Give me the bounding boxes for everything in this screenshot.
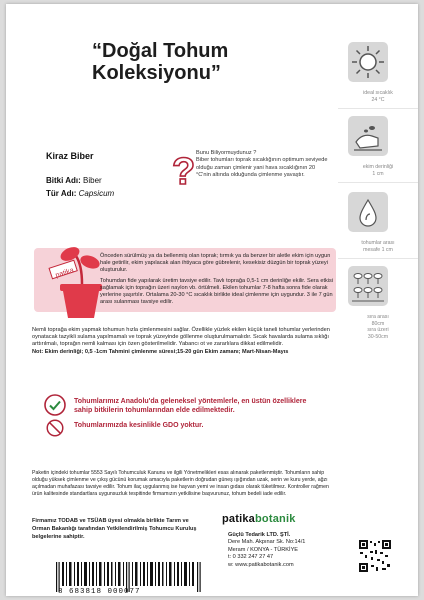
bitki-label: Bitki Adı: [46, 176, 81, 185]
spacing-label [338, 240, 418, 253]
company-name: Güçlü Tedarik LTD. ŞTİ. [228, 532, 291, 538]
seed-packet-back [6, 4, 418, 596]
planting-paragraph: Nemli toprağa ekim yapmak tohumun hızla çimlenmesini sağlar. Özellikle yüzlek ekilen küçük taneli tohumlar yerlerinden oynatacak tazyikli sulama yapılmamalı ve toprak yüzeyinde göllenme oluşturulmamalıdır. Sıcak havalarda sulama sıklığı arttırılmalı, toprağın nemli kalması için özen gösterilmelidir. Yabancı ot ve zararlılara dikkat edilmelidir. [32, 327, 330, 348]
temperature-label [338, 90, 418, 103]
planting-instructions [32, 327, 336, 356]
seed-drop-icon [348, 192, 388, 232]
spacing-label-1: tohumlar arası [361, 240, 395, 246]
collection-title [92, 40, 292, 84]
did-you-know-text: Biber tohumları toprak sıcaklığının optimum seviyede olduğu zaman çimlenir yani hava sıcaklığının 20 °C'nin altında olduğunda çimlenme yavaştır. [196, 157, 328, 179]
company-info [228, 532, 338, 569]
sowing-instructions [100, 253, 336, 306]
row-spacing-label-1: sıra arası [367, 314, 389, 320]
company-web: w: www.patikabotanik.com [228, 561, 294, 568]
spacing-label-2: mesafe 1 cm [363, 246, 393, 253]
barcode-number: 8 683818 000077 [58, 588, 141, 596]
did-you-know-heading: Bunu Biliyormuydunuz ? [196, 150, 257, 156]
row-spacing-icon [348, 266, 388, 306]
bitki-value: Biber [83, 176, 102, 185]
temperature-label-2: 24 °C [371, 96, 385, 103]
depth-label-2: 1 cm [372, 170, 384, 177]
company-address-2: Meram / KONYA - TÜRKİYE [228, 546, 299, 553]
tur-value: Capsicum [78, 189, 115, 198]
brand-part-2: botanik [255, 513, 296, 525]
plant-name: Kiraz Biber [46, 151, 94, 161]
side-divider [338, 108, 418, 109]
gdo-badge-row [44, 422, 330, 438]
brand-part-1: patika [222, 513, 255, 525]
side-divider [338, 182, 418, 183]
no-gmo-icon [46, 419, 64, 437]
planting-note: Not: Ekim derinliği; 0,5 -1cm Tahmini çimlenme süresi;15-20 gün Ekim zamanı; Mart-Nisan-Mayıs [32, 348, 289, 355]
side-divider [338, 258, 418, 259]
plant-info [46, 174, 114, 200]
temperature-label-1: ideal sıcaklık [363, 90, 393, 96]
row-spacing-label-4: 30-50cm [367, 333, 389, 340]
row-spacing-label-3: sıra üzeri [367, 327, 389, 333]
depth-label-1: ekim derinliği [362, 164, 394, 170]
side-info-panel [338, 4, 418, 596]
did-you-know-box [196, 150, 328, 180]
check-circle-icon [44, 394, 66, 416]
svg-text:?: ? [172, 151, 196, 190]
sowing-paragraph-2: Tohumdan fide yapılarak üretim tavsiye edilir. Tavlı toprağa 0,5-1 cm derinliğe ekilir. Sera etkisi sağlamak için toprağın üzeri naylon vb. örtülmeli. Ekilen tohumlar 7-8 hafta sonra fide olarak yerlerine şaşırtılır. Ortalama 20-30 °C sıcaklık birlikte ideal çimlenme için uygundur. 3 ile 7 gün arası sulanması tavsiye edilir. [100, 277, 334, 306]
packet-main-area [6, 4, 334, 596]
company-phone: t: 0 332 247 27 47 [228, 554, 274, 561]
depth-label [338, 164, 418, 177]
tur-label: Tür Adı: [46, 189, 77, 198]
gdo-badge-text: Tohumlarımızda kesinlikle GDO yoktur. [74, 422, 204, 429]
row-spacing-label [338, 314, 418, 340]
title-line-1: “Doğal Tohum [92, 40, 229, 62]
company-address-1: Dere Mah. Akpınar Sk. No:14/1 [228, 539, 306, 546]
title-line-2: Koleksiyonu” [92, 62, 221, 84]
brand-logo [222, 513, 296, 525]
certification-text: Firmamız TODAB ve TSÜAB üyesi olmakla birlikte Tarım ve Orman Bakanlığı tarafından Yetkilendirilmiş Tohumcu Kuruluş belgelerine sahiptir. [32, 518, 197, 540]
anadolu-badge-text: Tohumlarımız Anadolu'da geleneksel yöntemlerle, en üstün özelliklere sahip bitkilerin tohumlarından elde edilmektedir. [74, 398, 307, 414]
seed-hand-icon [348, 116, 388, 156]
sowing-paragraph-1: Önceden sürülmüş ya da bellenmiş olan toprak; tırmık ya da benzer bir aletle ekim için uygun hale getirilir, ekim yapılacak alan ihtiyaca göre gübrelenir, kesekisiz düzgün bir toprak yüzeyi oluşturulur. [100, 253, 331, 274]
row-spacing-label-2: 80cm [371, 320, 385, 327]
pot-label: patika [54, 266, 75, 280]
legal-notice: Paketin içindeki tohumlar 5553 Sayılı Tohumculuk Kanunu ve ilgili Yönetmelikleri esas alınarak paketlenmiştir. Tohumların sahip olduğu yüksek çimlenme ve çıkış gücünü korumak amacıyla paketlerin doğrudan güneş ışığından uzak, serin ve kuru yerde, ağzı açılmadan muhafazası tavsiye edilir. Tohum ilaç uygulanmış ise hayvan yemi ve insan gıdası olarak tüketilmez. Kontroller rağmen ürün kalitesinde standartlara uygunsuzluk tespitinde firmamızın yetkilisine başvurunuz, tohum bedeli iade edilir. [32, 470, 329, 497]
sun-icon [348, 42, 388, 82]
